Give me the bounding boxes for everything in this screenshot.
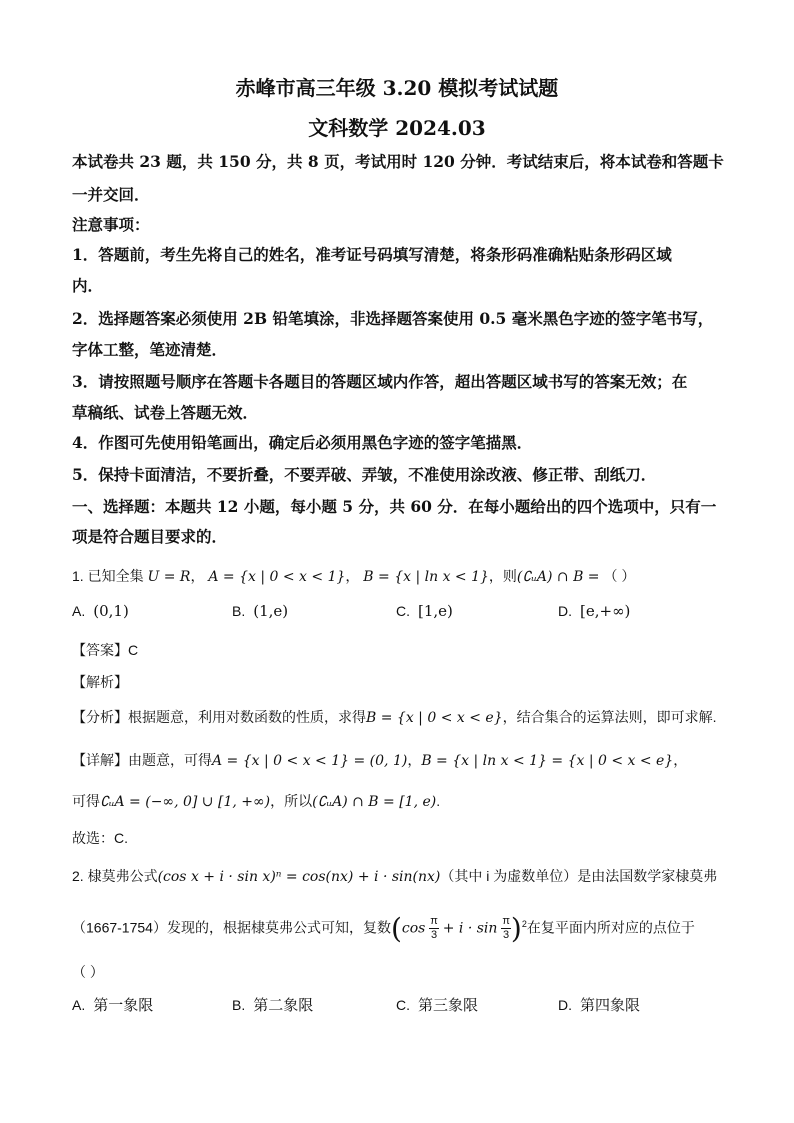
exam-title: 赤峰市高三年级 3.20 模拟考试试题 bbox=[235, 76, 559, 100]
q1-option-c: C. [1,e) bbox=[396, 602, 453, 620]
note-2a: 2．选择题答案必须使用 2B 铅笔填涂，非选择题答案使用 0.5 毫米黑色字迹的签字笔书写， bbox=[72, 309, 714, 328]
fenxi-tag: 【分析】 bbox=[72, 709, 128, 725]
q1-answer bbox=[72, 640, 138, 660]
section1-line-1: 一、选择题：本题共 12 小题，每小题 5 分，共 60 分．在每小题给出的四个选项中，只有一 bbox=[72, 497, 717, 516]
exam-subtitle: 文科数学 2024.03 bbox=[308, 116, 486, 140]
q2-stem-line-2 bbox=[72, 904, 695, 944]
fenxi-text: 根据题意，利用对数函数的性质，求得 bbox=[128, 709, 366, 725]
q2-option-d: D. 第四象限 bbox=[558, 997, 641, 1014]
notes-heading: 注意事项： bbox=[72, 215, 150, 234]
left-paren: ( bbox=[390, 911, 402, 945]
q1-option-b: B. (1,e) bbox=[232, 602, 289, 620]
right-paren: ) bbox=[510, 911, 522, 945]
frac-numerator-2: π bbox=[502, 915, 510, 928]
frac-numerator: π bbox=[430, 915, 438, 928]
section1-line-2: 项是符合题目要求的． bbox=[72, 527, 228, 546]
answer-value: C bbox=[128, 642, 139, 658]
q1-sep-1: ， bbox=[190, 568, 205, 584]
q1-blank: （ ） bbox=[603, 568, 636, 584]
q1-result bbox=[72, 791, 440, 811]
note-2b: 字体工整，笔迹清楚． bbox=[72, 340, 228, 359]
note-5: 5．保持卡面清洁，不要折叠，不要弄破、弄皱，不准使用涂改液、修正带、刮纸刀． bbox=[72, 465, 657, 484]
result-text: 可得 bbox=[72, 793, 100, 809]
cos-label: cos bbox=[401, 920, 426, 937]
q1-fenxi bbox=[72, 707, 717, 727]
note-3a: 3．请按照题号顺序在答题卡各题目的答题区域内作答，超出答题区域书写的答案无效；在 bbox=[72, 372, 688, 391]
q1-set-b: B = {x | ln x < 1} bbox=[363, 569, 489, 585]
result-math-2: (∁ᵤA) ∩ B = [1, e) bbox=[312, 794, 437, 810]
note-4: 4．作图可先使用铅笔画出，确定后必须用黑色字迹的签字笔描黑． bbox=[72, 433, 533, 452]
frac-denominator-2: 3 bbox=[503, 929, 510, 942]
note-1a: 1．答题前，考生先将自己的姓名，准考证号码填写清楚，将条形码准确粘贴条形码区域 bbox=[72, 245, 672, 264]
xiangjie-tag: 【详解】 bbox=[72, 752, 128, 768]
q2-prefix: 2. 棣莫弗公式 bbox=[72, 868, 158, 884]
q1-option-a: A. (0,1) bbox=[72, 602, 129, 620]
q2-line2-tail: 在复平面内所对应的点位于 bbox=[526, 919, 695, 936]
xiangjie-math-2: B = {x | ln x < 1} = {x | 0 < x < e} bbox=[421, 753, 674, 769]
xiangjie-mid: ， bbox=[407, 752, 422, 768]
analysis-tag: 【解析】 bbox=[72, 674, 128, 690]
q1-conclusion: 故选：C. bbox=[72, 830, 128, 846]
intro-line-2: 一并交回． bbox=[72, 185, 150, 204]
q2-blank: （ ） bbox=[72, 964, 104, 980]
result-end: . bbox=[436, 793, 441, 809]
q1-then: ，则 bbox=[488, 568, 517, 584]
note-3b: 草稿纸、试卷上答题无效． bbox=[72, 403, 259, 422]
xiangjie-math-1: A = {x | 0 < x < 1} = (0, 1) bbox=[212, 753, 408, 769]
answer-tag: 【答案】 bbox=[72, 642, 128, 658]
q2-stem-line-1 bbox=[72, 866, 717, 886]
q2-line2-text: （1667-1754）发现的，根据棣莫弗公式可知，复数 bbox=[72, 919, 391, 936]
q1-stem bbox=[72, 566, 635, 586]
fenxi-tail: ，结合集合的运算法则，即可求解. bbox=[502, 709, 717, 725]
q2-formula: (cos x + i · sin x)ⁿ = cos(nx) + i · sin(nx) bbox=[157, 869, 441, 885]
q1-option-d: D. [e,+∞) bbox=[558, 602, 631, 620]
q1-prefix: 1. 已知全集 bbox=[72, 568, 144, 584]
q2-option-c: C. 第三象限 bbox=[396, 997, 479, 1014]
result-math-1: ∁ᵤA = (−∞, 0] ∪ [1, +∞) bbox=[100, 794, 271, 810]
pi-over-3-fraction bbox=[429, 915, 439, 942]
note-1b: 内． bbox=[72, 276, 104, 295]
q2-paren: （其中 i 为虚数单位）是由法国数学家棣莫弗 bbox=[440, 868, 718, 884]
q2-option-b: B. 第二象限 bbox=[232, 997, 314, 1014]
q1-sep-2: ， bbox=[345, 568, 360, 584]
q2-option-a: A. 第一象限 bbox=[72, 997, 154, 1014]
pi-over-3-fraction-2 bbox=[501, 915, 511, 942]
power-exponent: 2 bbox=[521, 919, 527, 929]
xiangjie-end: ， bbox=[673, 752, 688, 768]
q1-set-a: A = {x | 0 < x < 1} bbox=[208, 569, 346, 585]
intro-line-1: 本试卷共 23 题，共 150 分，共 8 页，考试用时 120 分钟．考试结束后，将本试卷和答题卡 bbox=[72, 152, 724, 171]
q1-expression: (∁ᵤA) ∩ B = bbox=[516, 569, 600, 585]
xiangjie-text: 由题意，可得 bbox=[128, 752, 212, 768]
q1-universal-set: U = R bbox=[147, 569, 191, 585]
result-mid: ，所以 bbox=[270, 793, 313, 809]
q1-xiangjie bbox=[72, 750, 687, 770]
frac-denominator: 3 bbox=[430, 929, 438, 942]
i-sin-label: + i · sin bbox=[442, 920, 498, 937]
fenxi-math: B = {x | 0 < x < e} bbox=[366, 710, 503, 726]
